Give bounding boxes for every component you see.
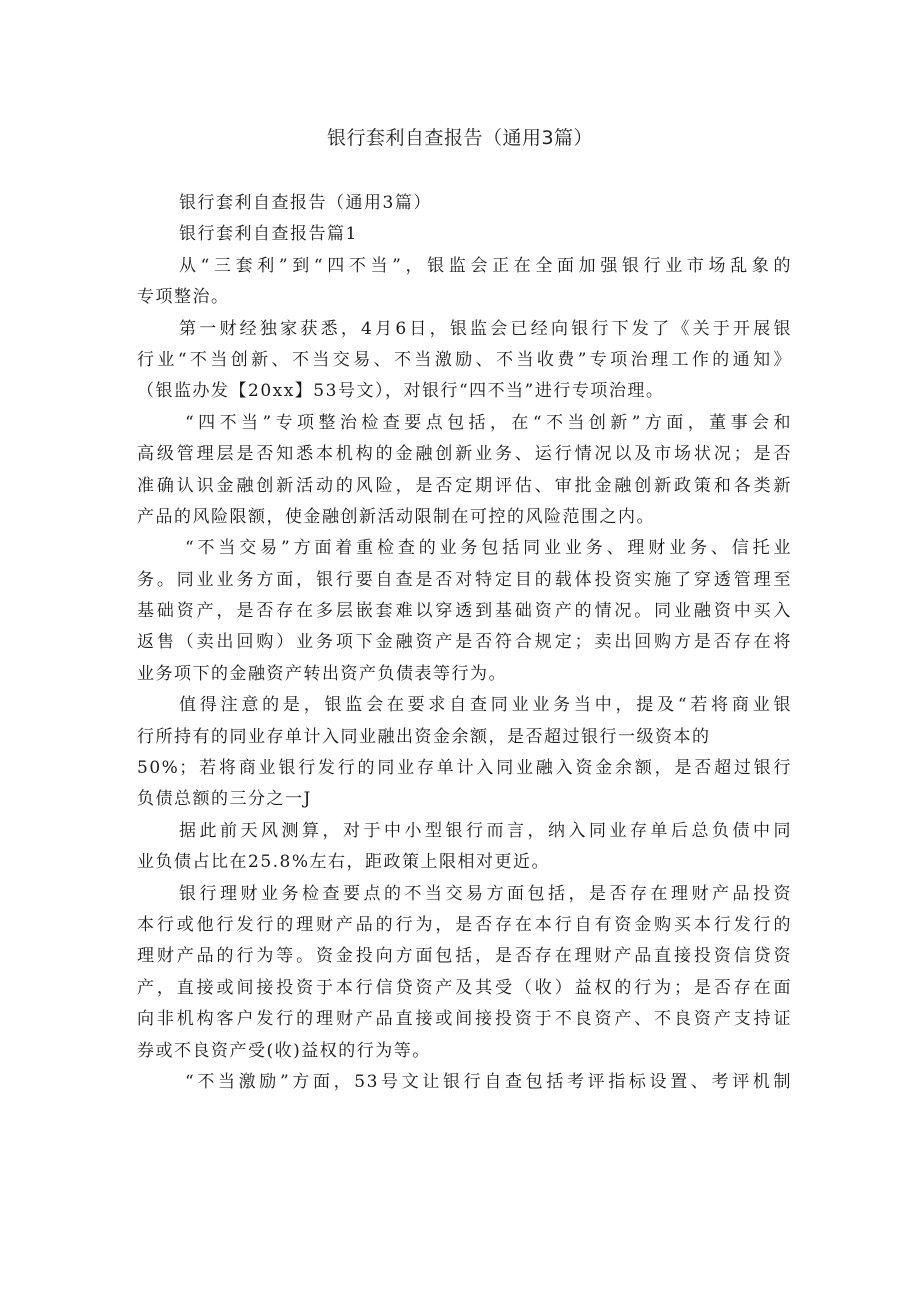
text-line: 务。同业业务方面，银行要自查是否对特定目的载体投资实施了穿透管理至	[137, 569, 792, 590]
text-line: 返售（卖出回购）业务项下金融资产是否符合规定；卖出回购方是否存在将	[137, 632, 792, 653]
document-body	[137, 188, 792, 1098]
text-line: 银行套利自查报告（通用3篇）	[179, 193, 432, 213]
text-line: 行业“不当创新、不当交易、不当激励、不当收费”专项治理工作的通知》	[137, 349, 792, 370]
text-line: （银监办发【20xx】53号文），对银行“四不当”进行专项治理。	[137, 381, 665, 402]
text-line: 50%；若将商业银行发行的同业存单计入同业融入资金余额，是否超过银行	[137, 758, 792, 779]
text-line: 券或不良资产受(收)益权的行为等。	[137, 1040, 431, 1061]
text-line: “四不当”专项整治检查要点包括，在“不当创新”方面，董事会和	[185, 412, 792, 433]
text-line: 向非机构客户发行的理财产品直接或间接投资于不良资产、不良资产支持证	[137, 1009, 792, 1030]
text-line: 银行理财业务检查要点的不当交易方面包括，是否存在理财产品投资	[179, 883, 792, 904]
text-line: 第一财经独家获悉，4月6日，银监会已经向银行下发了《关于开展银	[179, 318, 792, 339]
text-line: 业负债占比在25.8%左右，距政策上限相对更近。	[137, 852, 551, 873]
text-line: 准确认识金融创新活动的风险，是否定期评估、审批金融创新政策和各类新	[137, 475, 792, 496]
text-line: 理财产品的行为等。资金投向方面包括，是否存在理财产品直接投资信贷资	[137, 946, 792, 967]
text-line: 基础资产，是否存在多层嵌套难以穿透到基础资产的情况。同业融资中买入	[137, 601, 792, 622]
text-line: “不当交易”方面着重检查的业务包括同业业务、理财业务、信托业	[185, 538, 792, 559]
document-title: 银行套利自查报告（通用3篇）	[326, 127, 594, 149]
text-line: 银行套利自查报告篇1	[179, 224, 358, 245]
text-line: 业务项下的金融资产转出资产负债表等行为。	[137, 663, 507, 684]
text-line: 行所持有的同业存单计入同业融出资金余额，是否超过银行一级资本的	[137, 726, 711, 747]
text-line: “不当激励”方面，53号文让银行自查包括考评指标设置、考评机制	[185, 1071, 792, 1092]
text-line: 值得注意的是，银监会在要求自查同业业务当中，提及“若将商业银	[179, 695, 792, 716]
text-line: 本行或他行发行的理财产品的行为，是否存在本行自有资金购买本行发行的	[137, 914, 792, 935]
text-line: 产品的风险限额，使金融创新活动限制在可控的风险范围之内。	[137, 506, 655, 527]
text-line: 负债总额的三分之一J	[137, 789, 312, 810]
text-line: 专项整治。	[137, 287, 230, 308]
text-line: 据此前天风测算，对于中小型银行而言，纳入同业存单后总负债中同	[179, 820, 792, 841]
text-line: 高级管理层是否知悉本机构的金融创新业务、运行情况以及市场状况；是否	[137, 444, 792, 465]
text-line: 产，直接或间接投资于本行信贷资产及其受（收）益权的行为；是否存在面	[137, 977, 792, 998]
text-line: 从“三套利”到“四不当”，银监会正在全面加强银行业市场乱象的	[179, 255, 792, 276]
